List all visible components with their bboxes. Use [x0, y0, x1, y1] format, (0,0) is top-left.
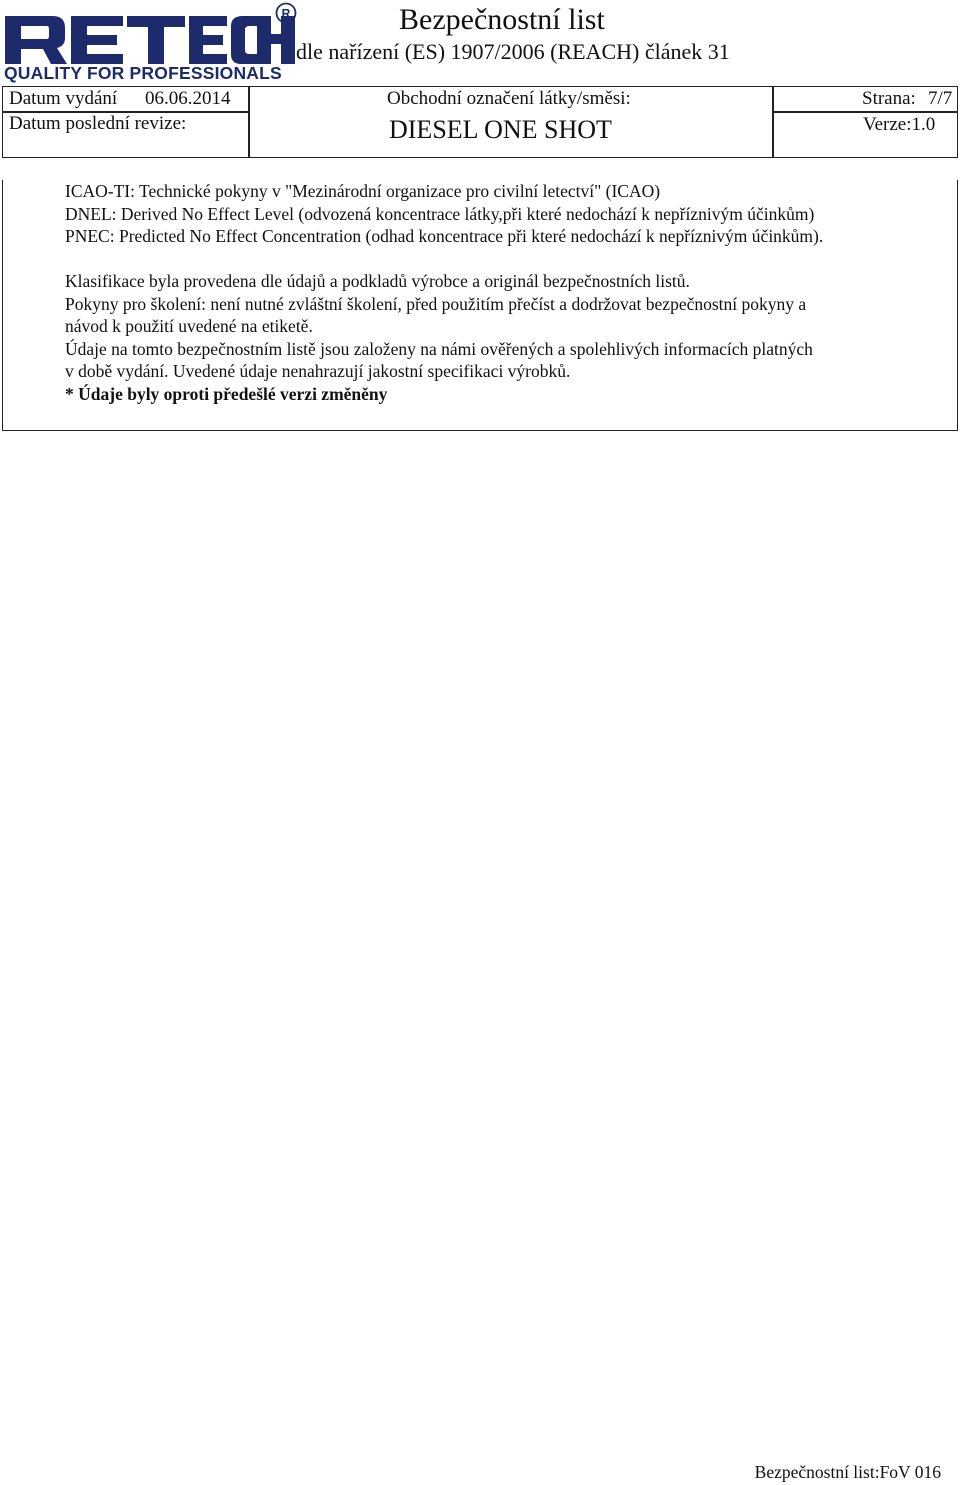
- registered-trademark-icon: [275, 2, 297, 24]
- revision-date-label: Datum poslední revize:: [9, 113, 187, 134]
- note-line: Klasifikace byla provedena dle údajů a podkladů výrobce a originál bezpečnostních listů.: [65, 271, 690, 291]
- form-code-footer: Bezpečnostní list:FoV 016: [754, 1462, 941, 1482]
- header-table: [2, 86, 958, 158]
- changes-note: * Údaje byly oproti předešlé verzi změněny: [65, 383, 388, 404]
- notes-paragraph: [65, 270, 915, 405]
- company-logo: [2, 2, 302, 84]
- retech-logo-mark: [5, 16, 295, 64]
- issue-date-label: Datum vydání: [9, 88, 118, 109]
- abbreviation-line: ICAO-TI: Technické pokyny v "Mezinárodní organizace pro civilní letectví" (ICAO): [65, 181, 661, 201]
- document-subtitle: dle nařízení (ES) 1907/2006 (REACH) článek 31: [296, 39, 730, 64]
- note-line: v době vydání. Uvedené údaje nenahrazují jakostní specifikaci výrobků.: [65, 361, 571, 381]
- trade-name-label: Obchodní označení látky/směsi:: [387, 88, 631, 109]
- version-label: Verze:1.0: [863, 114, 936, 135]
- product-name: DIESEL ONE SHOT: [389, 115, 612, 144]
- divider: [248, 87, 250, 157]
- note-line: Pokyny pro školení: není nutné zvláštní školení, před použitím přečíst a dodržovat bezpečnostní pokyny a: [65, 293, 807, 314]
- page-number: 7/7: [928, 88, 953, 109]
- divider: [772, 111, 958, 113]
- svg-text:R: R: [281, 6, 291, 21]
- logo-tagline: QUALITY FOR PROFESSIONALS: [4, 63, 282, 83]
- abbreviation-line: PNEC: Predicted No Effect Concentration (odhad koncentrace při které nedochází k nepříznivým účinkům).: [65, 226, 824, 246]
- issue-date-value: 06.06.2014: [145, 88, 231, 109]
- note-line: Údaje na tomto bezpečnostním listě jsou založeny na námi ověřených a spolehlivých informacích platných: [65, 338, 813, 359]
- document-title: Bezpečnostní list: [399, 3, 605, 36]
- page-label: Strana:: [862, 88, 916, 109]
- abbreviations-paragraph: [65, 180, 915, 248]
- content-box: [2, 180, 958, 431]
- abbreviation-line: DNEL: Derived No Effect Level (odvozená koncentrace látky,při které nedochází k nepříznivým účinkům): [65, 203, 815, 224]
- note-line: návod k použití uvedené na etiketě.: [65, 316, 313, 336]
- divider: [772, 87, 774, 157]
